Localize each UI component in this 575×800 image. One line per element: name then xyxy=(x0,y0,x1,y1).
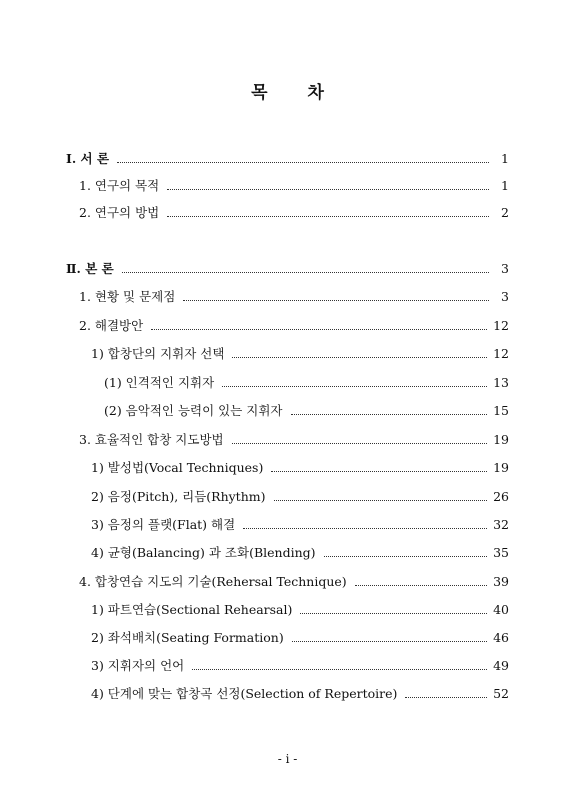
toc-entry-page: 3 xyxy=(501,261,509,276)
toc-entry-label: Ⅰ. 서 론 xyxy=(66,151,110,166)
toc-leader-dots xyxy=(271,471,487,472)
toc-entry-page: 46 xyxy=(493,630,509,645)
toc-leader-dots xyxy=(167,189,489,190)
toc-leader-dots xyxy=(274,500,488,501)
toc-leader-dots xyxy=(355,585,487,586)
toc-entry xyxy=(91,685,509,703)
toc-entry-page: 52 xyxy=(493,686,509,701)
toc-entry xyxy=(91,544,509,562)
toc-leader-dots xyxy=(222,386,487,387)
toc-entry-page: 12 xyxy=(493,346,509,361)
toc-entry-page: 32 xyxy=(493,517,509,532)
toc-leader-dots xyxy=(183,300,489,301)
toc-entry-page: 19 xyxy=(493,432,509,447)
toc-entry-page: 49 xyxy=(493,658,509,673)
toc-entry xyxy=(91,657,509,675)
page-number-footer: - i - xyxy=(277,752,298,766)
toc-entry-label: 1. 현황 및 문제점 xyxy=(79,289,176,304)
title-char-1: 목 xyxy=(251,83,268,103)
toc-entry-page: 1 xyxy=(501,178,509,193)
toc-entry xyxy=(91,629,509,647)
toc-entry-label: 1. 연구의 목적 xyxy=(79,178,160,193)
toc-entry-label: 3) 음정의 플랫(Flat) 해결 xyxy=(91,517,236,532)
toc-entry xyxy=(104,402,509,420)
toc-entry-page: 15 xyxy=(493,403,509,418)
toc-leader-dots xyxy=(122,272,489,273)
toc-entry-label: 1) 발성법(Vocal Techniques) xyxy=(91,460,264,475)
toc-entry-label: 2. 해결방안 xyxy=(79,318,144,333)
toc-entry-label: 2. 연구의 방법 xyxy=(79,205,160,220)
toc-entry-label: 1) 파트연습(Sectional Rehearsal) xyxy=(91,602,293,617)
toc-entry-label: 2) 음정(Pitch), 리듬(Rhythm) xyxy=(91,489,266,504)
toc-leader-dots xyxy=(300,613,487,614)
toc-leader-dots xyxy=(151,329,487,330)
toc-entry-page: 3 xyxy=(501,289,509,304)
toc-entry-label: 4. 합창연습 지도의 기술(Rehersal Technique) xyxy=(79,574,347,589)
toc-entry-label: (2) 음악적인 능력이 있는 지휘자 xyxy=(104,403,283,418)
toc-leader-dots xyxy=(192,669,487,670)
toc-entry-label: (1) 인격적인 지휘자 xyxy=(104,375,215,390)
toc-entry xyxy=(79,288,509,306)
toc-entry-page: 35 xyxy=(493,545,509,560)
toc-leader-dots xyxy=(324,556,488,557)
toc-leader-dots xyxy=(167,216,489,217)
toc-entry xyxy=(91,488,509,506)
toc-entry xyxy=(104,374,509,392)
toc-entry-page: 39 xyxy=(493,574,509,589)
toc-entry-page: 40 xyxy=(493,602,509,617)
toc-entry-label: Ⅱ. 본 론 xyxy=(66,261,114,276)
toc-chapter xyxy=(66,150,509,168)
toc-entry-label: 4) 단계에 맞는 합창곡 선정(Selection of Repertoire) xyxy=(91,686,398,701)
toc-entry-page: 12 xyxy=(493,318,509,333)
page-title xyxy=(0,78,575,103)
toc-entry xyxy=(79,317,509,335)
toc-entry xyxy=(91,516,509,534)
toc-entry-label: 3. 효율적인 합창 지도방법 xyxy=(79,432,224,447)
toc-entry-label: 4) 균형(Balancing) 과 조화(Blending) xyxy=(91,545,316,560)
toc-entry xyxy=(91,459,509,477)
toc-leader-dots xyxy=(292,641,487,642)
toc-entry-label: 2) 좌석배치(Seating Formation) xyxy=(91,630,284,645)
toc-leader-dots xyxy=(232,357,487,358)
toc-entry xyxy=(79,204,509,222)
toc-entry xyxy=(79,573,509,591)
toc-entry-page: 26 xyxy=(493,489,509,504)
toc-leader-dots xyxy=(117,162,489,163)
toc-entry-page: 2 xyxy=(501,205,509,220)
toc-entry xyxy=(79,431,509,449)
toc-leader-dots xyxy=(232,443,487,444)
toc-chapter xyxy=(66,260,509,278)
toc-leader-dots xyxy=(405,697,487,698)
toc-entry xyxy=(91,601,509,619)
toc-entry-label: 3) 지휘자의 언어 xyxy=(91,658,185,673)
title-char-2: 차 xyxy=(307,83,324,103)
toc-entry xyxy=(91,345,509,363)
toc-entry-page: 19 xyxy=(493,460,509,475)
toc-entry-page: 1 xyxy=(501,151,509,166)
toc-entry xyxy=(79,177,509,195)
toc-entry-page: 13 xyxy=(493,375,509,390)
toc-entry-label: 1) 합창단의 지휘자 선택 xyxy=(91,346,225,361)
toc-leader-dots xyxy=(243,528,487,529)
toc-leader-dots xyxy=(291,414,488,415)
